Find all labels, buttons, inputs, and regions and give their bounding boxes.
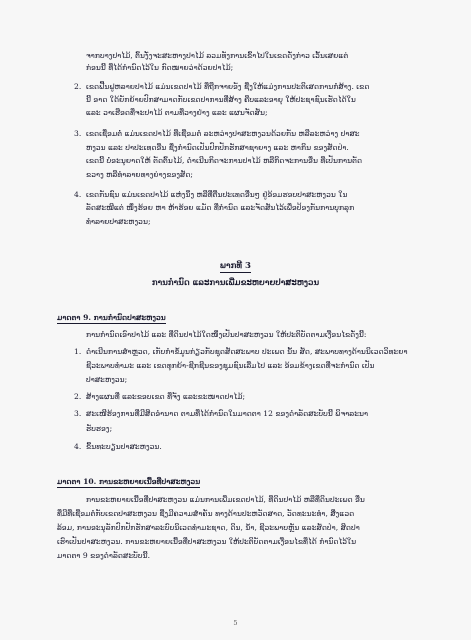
paragraph-line: ການຂະຫຍາຍເນື້ອທີ່ປາສະຫງວນ ແມ່ນການເພີ່ມເຂດປາໄມ້, ທີ່ດິນປາໄມ້ ຫລືທີ່ດິນປະເພດ ອື່ນ xyxy=(86,495,365,504)
list-item-line: ຮັບຮອງ; xyxy=(86,424,113,433)
list-item-line: ນີ້ ອາດ ໃດ້ຍັກຍ້າຍປົກສາມາດກັບເຂດປາການທີ່ສ້າງ ຄືບແລະອາຍຸ ໃຫ້ປະຊາຊົນເຮັດໄດ້ໃນ xyxy=(86,95,356,104)
list-item-line: ຊີວະພາບທຳມະ ແລະ ເຂດທຸກຍ້າ-ຊີກຊີນຂອງຊຸມຊົນເລີ່ມໄປ ແລະ ອ້ອມຂ້າງເຂດທີ່ຈະກຳນົດ ເປັນ xyxy=(86,361,375,370)
list-item-line: ເຂດຟື້ນຟູຫລາຍປາໄມ້ ແມ່ນເຂດປາໄມ້ ທີ່ຖືກຈາຍອັງ ຊື່ງໃຫ້ແມ່ງການປະຕິເສດການກໍ່ສ້າງ. ເຂດ xyxy=(86,82,370,91)
section-number-title: ພາກທີ 3 xyxy=(220,261,251,271)
list-item-line: ສະເໜີຮ້ອງການທີ່ມີສິດອຳນາດ ຕາມທີ່ໄດ້ກຳນົດໃນມາດຕາ 12 ຂອງດຳລັດສະບັບນີ້ ພິຈາລະນາ xyxy=(86,409,369,418)
list-item-line: ຂວາງ ຫລືທຳລາຍທາງຍ່າງຂອງສັດ; xyxy=(86,170,193,179)
list-item-line: ຫງວນ ແລະ ປາປະເທດອື່ນ ຊື່ງກຳນົດເປັນປົກປັກຮັກສາຊາຍາງ ແລະ ຫາກິນ ຂອງສັດປ່າ. xyxy=(86,143,349,152)
list-item-line: ລັດສະໝີແຕ່ ໜຶ່ງຮ້ອຍ ຫາ ຫ້າຮ້ອຍ ແມັດ ທີ່ກຳນົດ ແລະຈັດສັນໄວ້ເພື່ອປ້ອງກັນການບຸກລຸກ xyxy=(86,203,355,212)
article-heading: ມາດຕາ 10. ການຂະຫຍາຍເນື້ອທີ່ປາສະຫງວນ xyxy=(57,477,201,486)
list-item-line: ແລະ ວາເຮືອດທີ່ຈະປາໄມ້ ຕາມທີ່ວາງຢ່າງ ແລະ ແຜນຈັດສັນ; xyxy=(86,108,268,117)
list-item-line: ເຂດນີ້ ບໍ່ອະນຸຍາດໃຫ້ ຕັດຕົ້ນໄມ້, ດຳເນີນກິດຈະການປາໄມ້ ຫລືກິດຈະການອື່ນ ທີ່ເປັນການຕັດ xyxy=(86,156,363,165)
list-item-line: ເຂດເຊື່ອມຕໍ່ ແມ່ນເຂດປາໄມ້ ທີ່ເຊື່ອມຕໍ່ ລະຫວ່າງປາສະຫງວນດ້ວຍກັນ ຫລືລະຫວ່າງ ປາສະ xyxy=(86,129,360,138)
article-heading: ມາດຕາ 9. ການກຳນົດປາສະຫງວນ xyxy=(57,313,166,322)
list-item-number: 2. xyxy=(74,82,82,91)
list-item-number: 4. xyxy=(74,442,82,451)
list-item-line: ເຂດກັນຊົນ ແມ່ນເຂດປາໄມ້ ແຫ່ງນຶ່ງ ຫລືທີ່ຕື່ນປະເທດອື່ນໆ ຢູ່ອ້ອມຮອບປາສະຫງວນ ໃນ xyxy=(86,190,348,199)
list-item-line: ປາສະຫງວນ; xyxy=(86,375,128,384)
list-item-number: 2. xyxy=(74,392,82,401)
list-item-line: ດຳເນີນການສຳຫຼວດ, ເກັບກຳຂໍ້ມູນກ່ຽວກັບຊຸດສັດສະພາບ ປະເພດ ນັ້ນ ສັດ, ສະພາບທາງດ້ານນິເວດວິທະຍາ xyxy=(86,347,408,356)
paragraph-line: ການກຳນົດເອົາປາໄມ້ ແລະ ທີ່ດິນປາໄມ້ໃດໜຶ່ງເປັນປາສະຫງວນ ໃຫ້ປະຕິບັດຕາມເງື່ອນໄຂດັ່ງນີ້: xyxy=(86,330,367,339)
list-item-line: ຂຶ້ນທະບຽນປາສະຫງວນ. xyxy=(86,442,162,451)
list-item-number: 3. xyxy=(74,409,82,418)
list-item-line: ສ້າງແຜນທີ່ ແລະຂອບເຂດ ທີ່ຈັງ ແລະຂະໜາດປາໄມ້; xyxy=(86,392,246,401)
section-subtitle: ການກຳນົດ ແລະການເພີ່ມຂະຫຍາຍປາສະຫງວນ xyxy=(151,278,320,288)
page-number: 5 xyxy=(233,619,238,627)
paragraph-line: ກ່ອນນີ້ ທີ່ໄດ້ກຳນົດໄວ້ໃນ ກົດໝາຍວ່າດ້ວຍປາໄມ້; xyxy=(86,63,234,72)
list-item-line: ທຳລາຍປາສະຫງວນ; xyxy=(86,217,151,226)
paragraph-line: ມາດຕາ 9 ຂອງດຳລັດສະບັບນີ້. xyxy=(57,551,151,560)
paragraph-line: ເຮົາເປັນປາສະຫງວນ. ການຂະຫຍາຍເນື້ອທີ່ປາສະຫງວນ ໃຫ້ປະຕິບັດຕາມເງື່ອນໄຂທີ່ໄດ້ ກຳນົດໄວ້ໃນ xyxy=(57,537,357,546)
list-item-number: 1. xyxy=(74,347,82,356)
paragraph-line: ທີ່ມີທີ່ເຊື່ອມຕໍ່ກັບເຂດປາສະຫງວນ ຊື່ງມີຄວາມສຳຄັນ ທາງດ້ານປະຫວັດສາດ, ວັດທະນະທຳ, ສິ່ງແວດ xyxy=(57,509,355,518)
list-item-number: 4. xyxy=(74,190,82,199)
paragraph-line: ຈາກບາງປາໄມ້, ຕົ້ນງັ່ງຈະສະຫາງປາໄມ້ ລວມທັງການເຂົ້າໄປໃນເຂດດັ່ງກ່າວ ເວັ້ນເສຍແຕ່ xyxy=(86,51,349,60)
paragraph-line: ລ້ອມ, ການອະນຸລັກປົກປັກຮັກສາລະບົບນິເວດທຳມະຊາດ, ດິນ, ນ້ຳ, ຊີວະພາບຫຼັນ ແລະສັດປ່າ, ສິດປາ xyxy=(57,523,360,532)
list-item-number: 3. xyxy=(74,129,82,138)
